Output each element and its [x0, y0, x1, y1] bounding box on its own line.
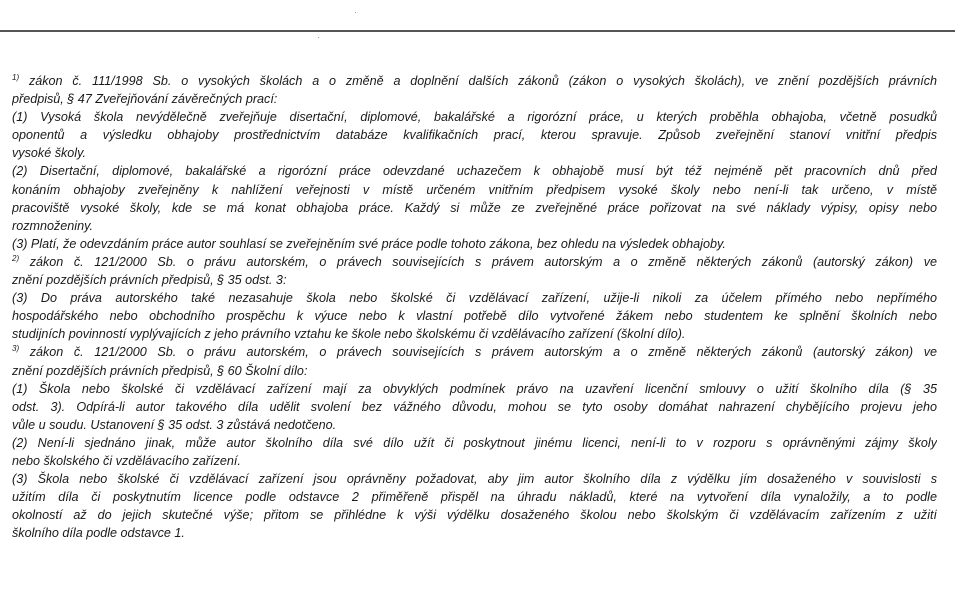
footnote-line: odst. 3). Odpírá-li autor takového díla udělit svolení bez vážného důvodu, mohou se tyto osoby domáhat nahrazení chybějícího projevu jeho — [12, 399, 937, 414]
footnote-separator-rule — [0, 30, 955, 32]
footnote-line: vysoké školy. — [12, 146, 86, 161]
footnote-line: (2) Disertační, diplomové, bakalářské a rigorózní práce odevzdané uchazečem k obhajobě musí být též nejméně pět pracovních dnů před — [12, 164, 937, 179]
footnote-marker: 1) — [12, 73, 20, 82]
footnote-line: užitím díla či poskytnutím licence podle odstavce 2 přiměřeně přispěl na úhradu nákladů, které na vytvoření díla vynaložily, a to podle — [12, 490, 937, 505]
footnote-line: předpisů, § 47 Zveřejňování závěrečných prací: — [12, 92, 278, 107]
footnote-line: oponentů a výsledku obhajoby prostřednictvím databáze kvalifikačních prací, kterou spravuje. Způsob zveřejnění stanoví vnitřní předpis — [12, 128, 937, 143]
footnote-line: (2) Není-li sjednáno jinak, může autor školního díla své dílo užít či poskytnout jinému licenci, není-li to v rozporu s oprávněnými zájmy školy — [12, 435, 937, 450]
footnote-line: rozmnoženiny. — [12, 218, 93, 233]
footnote-line: školního díla podle odstavce 1. — [12, 526, 185, 541]
footnote-line: $^{1)}$ zákon č. 111/1998 Sb. o vysokých školách a o změně a doplnění dalších zákonů (zákon o vysokých školách), ve znění pozdějších právních — [12, 73, 937, 88]
footnote-2 — [12, 253, 937, 343]
footnote-line: (3) Platí, že odevzdáním práce autor souhlasí se zveřejněním své práce podle tohoto zákona, bez ohledu na výsledek obhajoby. — [12, 236, 726, 251]
scan-speck — [318, 37, 319, 38]
footnote-line: okolností až do jejich skutečné výše; přitom se přihlédne k výši výdělku dosaženého školou nebo školským či vzdělávacím zařízením z užití — [12, 508, 937, 523]
footnote-line: hospodářského nebo obchodního prospěchu k výuce nebo k vlastní potřebě dílo vytvořené žákem nebo studentem ke splnění školních nebo — [12, 309, 937, 324]
footnote-line: konáním obhajoby zveřejněny k nahlížení veřejnosti v místě určeném vnitřním předpisem vysoké školy nebo není-li tak určeno, v místě — [12, 182, 937, 197]
footnote-line: (1) Škola nebo školské či vzdělávací zařízení mají za obvyklých podmínek právo na uzavření licenční smlouvy o užití školního díla (§ 35 — [12, 381, 937, 396]
footnote-line: $^{2)}$ zákon č. 121/2000 Sb. o právu autorském, o právech souvisejících s právem autorským a o změně některých zákonů (autorský zákon) ve — [12, 253, 937, 269]
footnote-line: (1) Vysoká škola nevýdělečně zveřejňuje disertační, diplomové, bakalářské a rigorózní práce, u kterých proběhla obhajoba, včetně posudků — [12, 110, 937, 125]
footnote-line: pracoviště vysoké školy, kde se má konat obhajoba práce. Každý si může ze zveřejněné práce pořizovat na své náklady výpisy, opisy nebo — [12, 200, 937, 215]
footnote-1 — [12, 72, 937, 253]
footnote-marker: 3) — [12, 344, 20, 354]
footnote-3 — [12, 343, 937, 542]
footnote-line: (3) Do práva autorského také nezasahuje škola nebo školské či vzdělávací zařízení, užije-li nikoli za účelem přímého nebo nepřímého — [12, 291, 937, 306]
footnote-line: vůle u soudu. Ustanovení § 35 odst. 3 zůstává nedotčeno. — [12, 417, 337, 432]
footnote-line: znění pozdějších právních předpisů, § 35 odst. 3: — [12, 273, 287, 288]
footnote-line: znění pozdějších právních předpisů, § 60 Školní dílo: — [12, 363, 308, 378]
footnote-line: (3) Škola nebo školské či vzdělávací zařízení jsou oprávněny požadovat, aby jim autor školního díla z výdělku jím dosaženého v souvislosti s — [12, 472, 937, 487]
scan-speck — [355, 12, 356, 13]
footnote-line: nebo školského či vzdělávacího zařízení. — [12, 453, 241, 468]
footnote-line: $^{3)}$ zákon č. 121/2000 Sb. o právu autorském, o právech souvisejících s právem autorským a o změně některých zákonů (autorský zákon) ve — [12, 344, 937, 360]
footnote-line: studijních povinností vyplývajících z jeho právního vztahu ke škole nebo školskému či vzdělávacího zařízení (školní dílo). — [12, 327, 686, 342]
footnotes-block — [12, 72, 937, 542]
footnote-marker: 2) — [12, 253, 20, 263]
